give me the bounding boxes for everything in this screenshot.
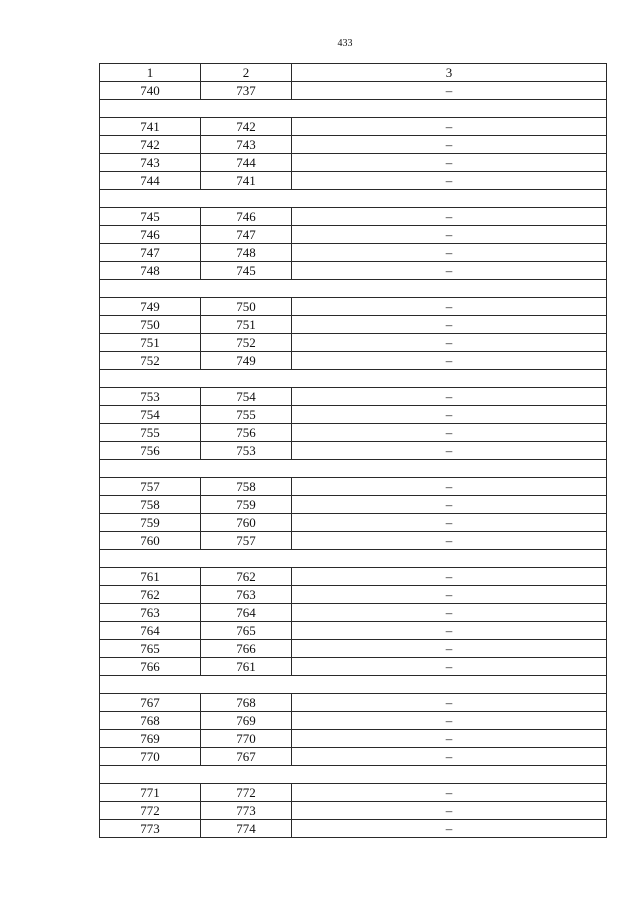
table-row	[100, 442, 607, 460]
table-cell-col1: 772	[100, 802, 201, 820]
table-row	[100, 352, 607, 370]
table-cell-col1: 762	[100, 586, 201, 604]
table-cell-col1: 742	[100, 136, 201, 154]
table-cell-col2: 774	[201, 820, 292, 838]
table-row	[100, 244, 607, 262]
table-cell-col2: 772	[201, 784, 292, 802]
table-row	[100, 496, 607, 514]
table-cell-col2: 765	[201, 622, 292, 640]
table-cell-col1: 758	[100, 496, 201, 514]
table-cell-col1: 763	[100, 604, 201, 622]
table-cell-col1: 754	[100, 406, 201, 424]
table-cell-col2: 742	[201, 118, 292, 136]
table-header-row	[100, 64, 607, 82]
table-cell-col3: –	[292, 748, 607, 766]
separator-cell	[100, 676, 607, 694]
table-cell-col1: 746	[100, 226, 201, 244]
table-cell-col1: 757	[100, 478, 201, 496]
table-cell-col3: –	[292, 334, 607, 352]
table-row	[100, 424, 607, 442]
separator-cell	[100, 370, 607, 388]
group-separator-row	[100, 190, 607, 208]
group-separator-row	[100, 280, 607, 298]
group-separator-row	[100, 676, 607, 694]
table-row	[100, 802, 607, 820]
table-cell-col3: –	[292, 262, 607, 280]
table-row	[100, 154, 607, 172]
table-cell-col3: –	[292, 586, 607, 604]
table-cell-col3: –	[292, 352, 607, 370]
separator-cell	[100, 766, 607, 784]
column-header-3: 3	[292, 64, 607, 82]
table-cell-col2: 755	[201, 406, 292, 424]
table-cell-col2: 773	[201, 802, 292, 820]
table-cell-col2: 770	[201, 730, 292, 748]
group-separator-row	[100, 460, 607, 478]
table-cell-col1: 770	[100, 748, 201, 766]
table-cell-col1: 740	[100, 82, 201, 100]
table-cell-col1: 755	[100, 424, 201, 442]
table-cell-col1: 771	[100, 784, 201, 802]
table-cell-col3: –	[292, 316, 607, 334]
table-cell-col2: 749	[201, 352, 292, 370]
data-table	[99, 63, 607, 838]
column-header-1: 1	[100, 64, 201, 82]
table-row	[100, 478, 607, 496]
table-row	[100, 730, 607, 748]
table-cell-col2: 751	[201, 316, 292, 334]
separator-cell	[100, 550, 607, 568]
column-header-2: 2	[201, 64, 292, 82]
table-cell-col2: 743	[201, 136, 292, 154]
table-cell-col3: –	[292, 712, 607, 730]
table-cell-col2: 759	[201, 496, 292, 514]
table-cell-col2: 748	[201, 244, 292, 262]
table-cell-col3: –	[292, 118, 607, 136]
table-cell-col3: –	[292, 244, 607, 262]
table-cell-col1: 756	[100, 442, 201, 460]
table-cell-col3: –	[292, 226, 607, 244]
table-cell-col1: 764	[100, 622, 201, 640]
table-cell-col3: –	[292, 604, 607, 622]
table-cell-col3: –	[292, 784, 607, 802]
table-cell-col3: –	[292, 658, 607, 676]
table-cell-col2: 756	[201, 424, 292, 442]
table-cell-col1: 748	[100, 262, 201, 280]
table-row	[100, 334, 607, 352]
group-separator-row	[100, 100, 607, 118]
table-cell-col3: –	[292, 514, 607, 532]
table-cell-col3: –	[292, 640, 607, 658]
group-separator-row	[100, 370, 607, 388]
table-row	[100, 622, 607, 640]
table-cell-col2: 764	[201, 604, 292, 622]
table-row	[100, 406, 607, 424]
table-cell-col2: 737	[201, 82, 292, 100]
table-row	[100, 712, 607, 730]
table-cell-col2: 768	[201, 694, 292, 712]
table-cell-col1: 769	[100, 730, 201, 748]
table-row	[100, 514, 607, 532]
table-cell-col1: 750	[100, 316, 201, 334]
table-row	[100, 316, 607, 334]
table-cell-col3: –	[292, 568, 607, 586]
table-row	[100, 208, 607, 226]
table-row	[100, 262, 607, 280]
table-cell-col3: –	[292, 82, 607, 100]
table-cell-col3: –	[292, 802, 607, 820]
table-cell-col2: 767	[201, 748, 292, 766]
table-cell-col1: 759	[100, 514, 201, 532]
table-cell-col1: 744	[100, 172, 201, 190]
table-cell-col3: –	[292, 442, 607, 460]
table-row	[100, 568, 607, 586]
table-cell-col2: 741	[201, 172, 292, 190]
table-cell-col3: –	[292, 406, 607, 424]
table-cell-col1: 749	[100, 298, 201, 316]
table-cell-col2: 758	[201, 478, 292, 496]
table-cell-col1: 747	[100, 244, 201, 262]
table-cell-col2: 750	[201, 298, 292, 316]
table-cell-col1: 761	[100, 568, 201, 586]
table-cell-col3: –	[292, 478, 607, 496]
table-cell-col2: 754	[201, 388, 292, 406]
separator-cell	[100, 280, 607, 298]
table-row	[100, 118, 607, 136]
table-cell-col2: 753	[201, 442, 292, 460]
table-row	[100, 604, 607, 622]
separator-cell	[100, 190, 607, 208]
table-row	[100, 226, 607, 244]
table-cell-col3: –	[292, 136, 607, 154]
table-row	[100, 532, 607, 550]
table-row	[100, 658, 607, 676]
table-cell-col1: 753	[100, 388, 201, 406]
table-row	[100, 172, 607, 190]
table-cell-col3: –	[292, 820, 607, 838]
table-cell-col3: –	[292, 298, 607, 316]
table-cell-col2: 745	[201, 262, 292, 280]
table-cell-col3: –	[292, 154, 607, 172]
table-cell-col1: 766	[100, 658, 201, 676]
table-row	[100, 388, 607, 406]
table-cell-col2: 752	[201, 334, 292, 352]
separator-cell	[100, 100, 607, 118]
table-cell-col3: –	[292, 388, 607, 406]
table-row	[100, 82, 607, 100]
table-row	[100, 694, 607, 712]
table-cell-col3: –	[292, 172, 607, 190]
table-row	[100, 820, 607, 838]
table-row	[100, 298, 607, 316]
table-cell-col2: 769	[201, 712, 292, 730]
table-cell-col1: 741	[100, 118, 201, 136]
table-row	[100, 748, 607, 766]
table-cell-col3: –	[292, 208, 607, 226]
table-cell-col2: 744	[201, 154, 292, 172]
table-cell-col2: 747	[201, 226, 292, 244]
table-cell-col1: 773	[100, 820, 201, 838]
table-body	[100, 82, 607, 838]
table-cell-col3: –	[292, 730, 607, 748]
table-cell-col1: 768	[100, 712, 201, 730]
table-row	[100, 640, 607, 658]
table-cell-col1: 767	[100, 694, 201, 712]
separator-cell	[100, 460, 607, 478]
table-cell-col3: –	[292, 694, 607, 712]
table-cell-col2: 762	[201, 568, 292, 586]
table-cell-col2: 761	[201, 658, 292, 676]
table-row	[100, 586, 607, 604]
table-cell-col2: 760	[201, 514, 292, 532]
table-cell-col1: 743	[100, 154, 201, 172]
table-cell-col2: 763	[201, 586, 292, 604]
table-cell-col3: –	[292, 424, 607, 442]
table-cell-col2: 746	[201, 208, 292, 226]
group-separator-row	[100, 766, 607, 784]
table-cell-col1: 765	[100, 640, 201, 658]
table-cell-col2: 757	[201, 532, 292, 550]
table-cell-col1: 752	[100, 352, 201, 370]
table-cell-col1: 745	[100, 208, 201, 226]
table-cell-col3: –	[292, 532, 607, 550]
table-row	[100, 136, 607, 154]
table-cell-col2: 766	[201, 640, 292, 658]
table-cell-col1: 751	[100, 334, 201, 352]
table-cell-col1: 760	[100, 532, 201, 550]
table-cell-col3: –	[292, 496, 607, 514]
page-number: 433	[337, 38, 353, 49]
group-separator-row	[100, 550, 607, 568]
table-cell-col3: –	[292, 622, 607, 640]
table-row	[100, 784, 607, 802]
